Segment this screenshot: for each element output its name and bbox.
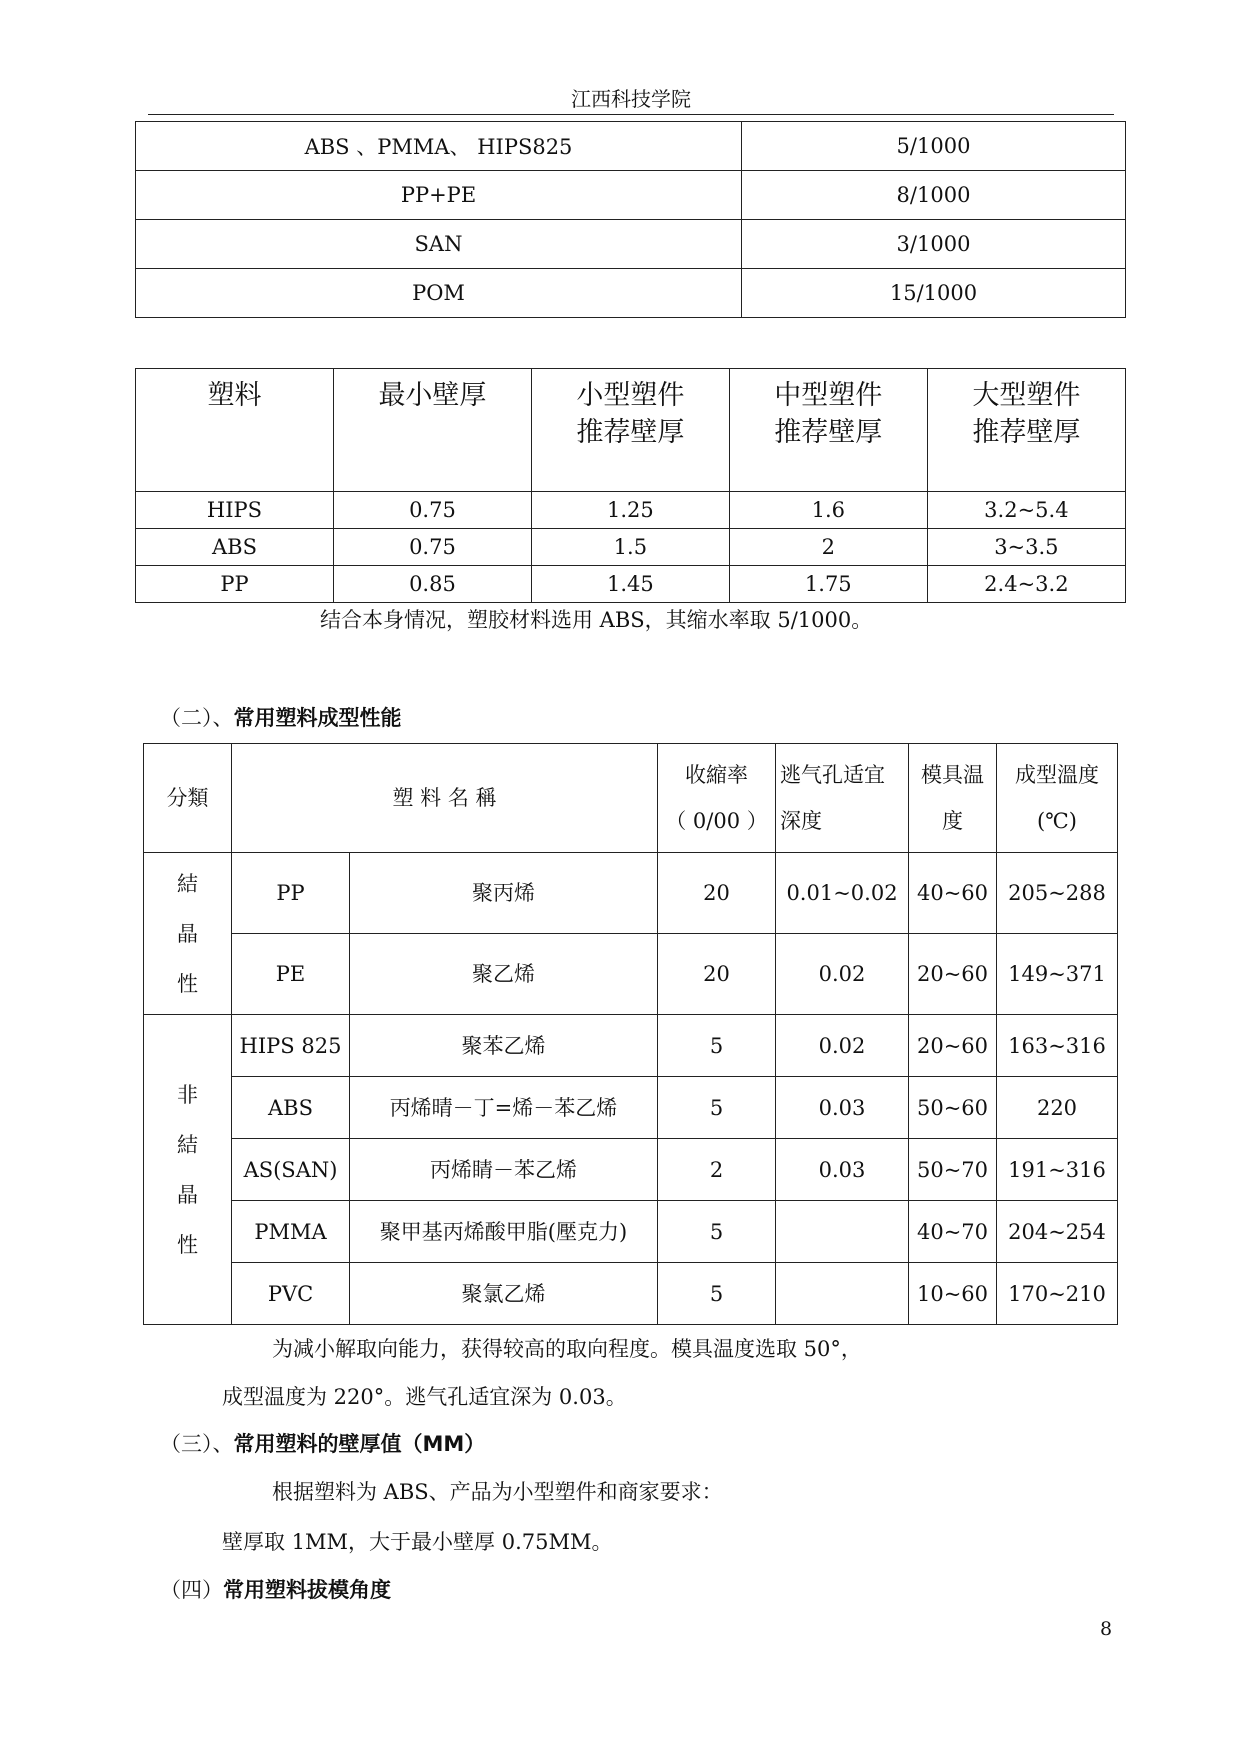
mold-temp-value: 50~70	[909, 1139, 997, 1201]
rate-cell: 3/1000	[742, 220, 1126, 269]
table-row	[144, 1263, 1118, 1325]
material-cell: SAN	[136, 220, 742, 269]
mold-temp-value: 40~70	[909, 1201, 997, 1263]
table-cell: 1.75	[729, 566, 927, 603]
plastic-name: 聚苯乙烯	[350, 1015, 658, 1077]
vent-depth-header	[776, 744, 909, 853]
rate-cell: 15/1000	[742, 269, 1126, 318]
shrink-value: 5	[658, 1077, 776, 1139]
mold-temp-value: 50~60	[909, 1077, 997, 1139]
vent-depth-value: 0.03	[776, 1139, 909, 1201]
rate-cell: 8/1000	[742, 171, 1126, 220]
plastic-code: AS(SAN)	[232, 1139, 350, 1201]
forming-temp-value: 205~288	[997, 853, 1118, 934]
page-number: 8	[1100, 1618, 1113, 1640]
section-heading-4	[160, 1576, 391, 1604]
column-header	[729, 369, 927, 492]
forming-temp-value: 149~371	[997, 934, 1118, 1015]
shrink-value: 5	[658, 1015, 776, 1077]
table-row	[136, 269, 1126, 318]
forming-temp-value: 191~316	[997, 1139, 1118, 1201]
material-cell: ABS 、PMMA、 HIPS825	[136, 122, 742, 171]
section-title: 常用塑料的壁厚值（MM）	[233, 1432, 486, 1456]
table-cell: 1.6	[729, 492, 927, 529]
material-cell: PP+PE	[136, 171, 742, 220]
plastic-name: 聚丙烯	[350, 853, 658, 934]
column-header	[531, 369, 729, 492]
table-cell: 2	[729, 529, 927, 566]
section-heading-2	[160, 704, 402, 732]
table-cell: 2.4~3.2	[927, 566, 1125, 603]
section-title: 常用塑料拔模角度	[223, 1578, 391, 1602]
mold-temp-value: 10~60	[909, 1263, 997, 1325]
header-line: 推荐壁厚	[774, 417, 883, 448]
paragraph-wall-1: 根据塑料为 ABS、产品为小型塑件和商家要求：	[272, 1480, 723, 1504]
table-row	[144, 1139, 1118, 1201]
shrink-header	[658, 744, 776, 853]
shrink-value: 2	[658, 1139, 776, 1201]
mold-temp-value: 40~60	[909, 853, 997, 934]
table-row	[136, 171, 1126, 220]
table-cell: PP	[136, 566, 334, 603]
header-row	[144, 744, 1118, 853]
plastic-name: 聚甲基丙烯酸甲脂(壓克力)	[350, 1201, 658, 1263]
category-cell	[144, 853, 232, 1015]
wall-thickness-table	[135, 368, 1126, 603]
vent-depth-value: 0.02	[776, 1015, 909, 1077]
shrink-value: 20	[658, 853, 776, 934]
category-cell	[144, 1015, 232, 1325]
shrink-rate-table	[135, 121, 1126, 318]
plastic-code: PP	[232, 853, 350, 934]
table-cell: 1.45	[531, 566, 729, 603]
table-row	[136, 566, 1126, 603]
plastic-code: ABS	[232, 1077, 350, 1139]
header-line: 收縮率	[685, 763, 748, 787]
column-header	[136, 369, 334, 492]
header-line: 度	[942, 809, 963, 833]
plastic-name: 丙烯晴－丁=烯－苯乙烯	[350, 1077, 658, 1139]
category-vertical-text	[144, 859, 231, 1009]
table-cell: 1.5	[531, 529, 729, 566]
paragraph-wall-2: 壁厚取 1MM，大于最小壁厚 0.75MM。	[222, 1530, 613, 1554]
table-row	[144, 853, 1118, 934]
rate-cell: 5/1000	[742, 122, 1126, 171]
forming-temp-value: 204~254	[997, 1201, 1118, 1263]
name-header: 塑 料 名 稱	[232, 744, 658, 853]
column-header	[333, 369, 531, 492]
plastic-code: PE	[232, 934, 350, 1015]
mold-temp-header	[909, 744, 997, 853]
table-row	[136, 492, 1126, 529]
section-title: 常用塑料成型性能	[233, 706, 402, 730]
table-cell: 3~3.5	[927, 529, 1125, 566]
vent-depth-value: 0.01~0.02	[776, 853, 909, 934]
table-cell: HIPS	[136, 492, 334, 529]
header-line: 中型塑件	[774, 380, 883, 411]
table-row	[144, 1015, 1118, 1077]
table-row	[144, 934, 1118, 1015]
plastic-name: 聚乙烯	[350, 934, 658, 1015]
section-prefix: （四）	[160, 1578, 223, 1602]
header-line: 塑料	[207, 380, 262, 411]
category-header: 分類	[144, 744, 232, 853]
column-header	[927, 369, 1125, 492]
header-line: 模具温	[921, 763, 984, 787]
section-prefix: （三）、	[160, 1432, 234, 1456]
header-row	[136, 369, 1126, 492]
category-char: 晶	[177, 921, 198, 946]
table-cell: 0.75	[333, 529, 531, 566]
table-cell: ABS	[136, 529, 334, 566]
plastic-code: PVC	[232, 1263, 350, 1325]
category-char: 性	[177, 971, 198, 996]
category-char: 結	[177, 871, 198, 896]
table-row	[144, 1201, 1118, 1263]
header-line: (℃)	[1037, 809, 1077, 833]
header-line: 推荐壁厚	[576, 417, 685, 448]
table-row	[136, 122, 1126, 171]
header-line: （ 0/00 ）	[665, 809, 768, 833]
table-cell: 1.25	[531, 492, 729, 529]
paragraph-material-choice: 结合本身情况，塑胶材料选用 ABS，其缩水率取 5/1000。	[320, 608, 873, 632]
shrink-value: 20	[658, 934, 776, 1015]
forming-temp-value: 163~316	[997, 1015, 1118, 1077]
forming-temp-value: 220	[997, 1077, 1118, 1139]
table-row	[144, 1077, 1118, 1139]
mold-temp-value: 20~60	[909, 1015, 997, 1077]
forming-temp-value: 170~210	[997, 1263, 1118, 1325]
vent-depth-value: 0.02	[776, 934, 909, 1015]
vent-depth-value: 0.03	[776, 1077, 909, 1139]
page-header: 江西科技学院	[148, 86, 1114, 115]
table-row	[136, 220, 1126, 269]
paragraph-temperature-1: 为减小解取向能力，获得较高的取向程度。模具温度选取 50°，	[272, 1337, 862, 1361]
forming-temp-header	[997, 744, 1118, 853]
section-prefix: （二）、	[160, 706, 234, 730]
header-line: 小型塑件	[576, 380, 685, 411]
category-char: 性	[177, 1232, 198, 1257]
table-row	[136, 529, 1126, 566]
header-line: 逃气孔适宜	[780, 763, 885, 787]
paragraph-temperature-2: 成型温度为 220°。逃气孔适宜深为 0.03。	[222, 1385, 627, 1409]
header-line: 成型溫度	[1015, 763, 1099, 787]
header-line: 最小壁厚	[378, 380, 487, 411]
molding-performance-table	[143, 743, 1118, 1325]
vent-depth-value	[776, 1201, 909, 1263]
plastic-name: 丙烯睛－苯乙烯	[350, 1139, 658, 1201]
plastic-code: HIPS 825	[232, 1015, 350, 1077]
plastic-name: 聚氯乙烯	[350, 1263, 658, 1325]
table-cell: 3.2~5.4	[927, 492, 1125, 529]
vent-depth-value	[776, 1263, 909, 1325]
category-vertical-text	[144, 1070, 231, 1270]
plastic-code: PMMA	[232, 1201, 350, 1263]
material-cell: POM	[136, 269, 742, 318]
header-line: 推荐壁厚	[972, 417, 1081, 448]
header-line: 大型塑件	[972, 380, 1081, 411]
mold-temp-value: 20~60	[909, 934, 997, 1015]
header-line: 深度	[780, 809, 822, 833]
category-char: 結	[177, 1132, 198, 1157]
category-char: 晶	[177, 1182, 198, 1207]
table-cell: 0.85	[333, 566, 531, 603]
shrink-value: 5	[658, 1201, 776, 1263]
category-char: 非	[177, 1082, 198, 1107]
shrink-value: 5	[658, 1263, 776, 1325]
table-cell: 0.75	[333, 492, 531, 529]
section-heading-3	[160, 1430, 485, 1458]
